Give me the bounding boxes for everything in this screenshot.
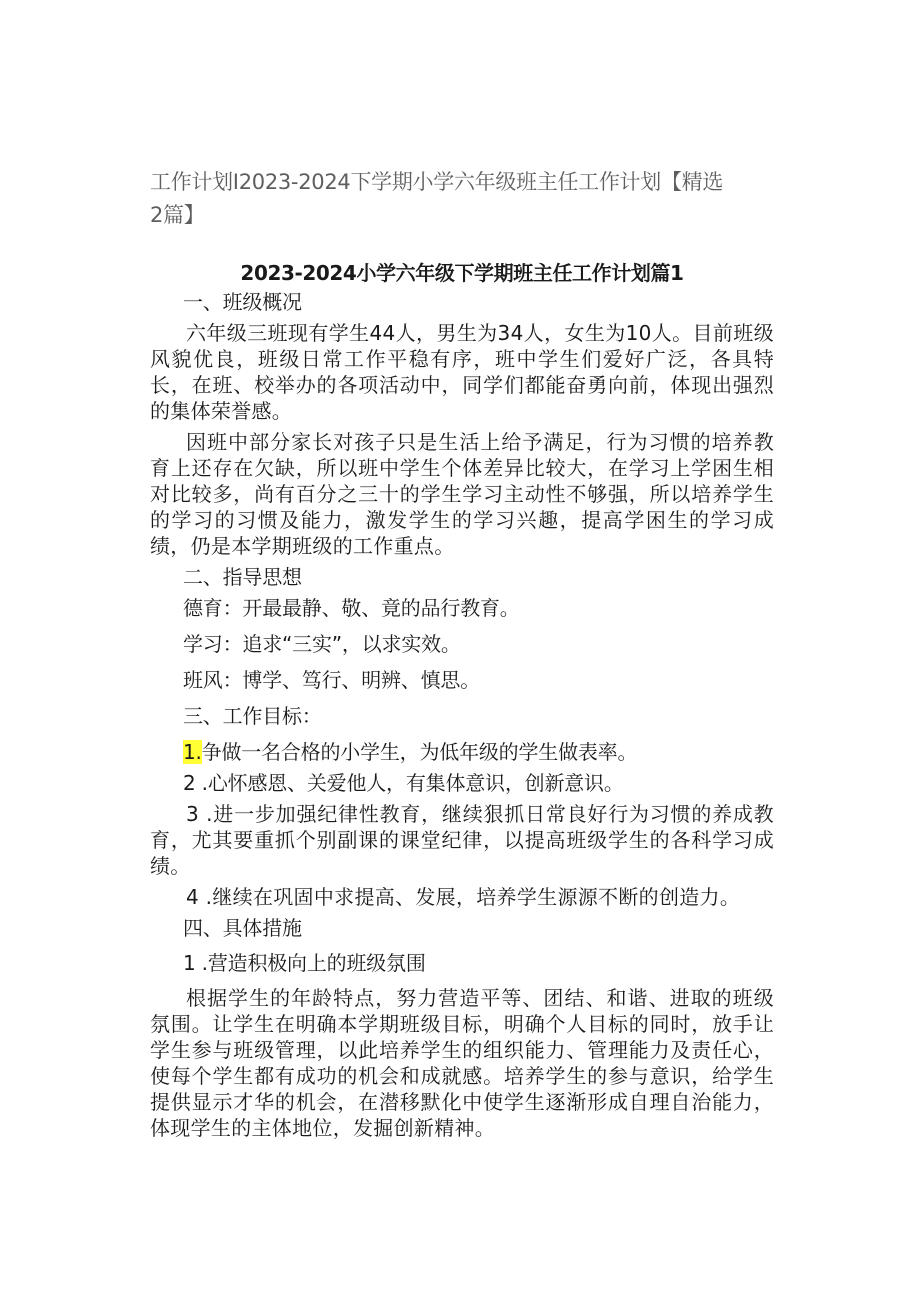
goal-2: 2 .心怀感恩、关爱他人，有集体意识，创新意识。 — [183, 771, 624, 795]
section-4-title: 四、具体措施 — [183, 916, 302, 940]
measure-1-title: 1 .营造积极向上的班级氛围 — [183, 951, 426, 975]
guideline-moral: 德育：开最最静、敬、竟的品行教育。 — [183, 596, 520, 620]
measure-1-paragraph: 根据学生的年龄特点，努力营造平等、团结、和谐、进取的班级氛围。让学生在明确本学期班级目标，明确个人目标的同时，放手让学生参与班级管理，以此培养学生的组织能力、管理能力及责任心，使每个学生都有成功的机会和成就感。培养学生的参与意识，给学生提供显示才华的机会，在潜移默化中使学生逐渐形成自理自治能力，体现学生的主体地位，发掘创新精神。 — [150, 986, 774, 1140]
section-1-paragraph-2: 因班中部分家长对孩子只是生活上给予满足，行为习惯的培养教育上还存在欠缺，所以班中学生个体差异比较大，在学习上学困生相对比较多，尚有百分之三十的学生学习主动性不够强，所以培养学生的学习的习惯及能力，激发学生的学习兴趣，提高学困生的学习成绩，仍是本学期班级的工作重点。 — [150, 430, 774, 558]
document-title: 工作计划I2023-2024下学期小学六年级班主任工作计划【精选2篇】 — [150, 170, 724, 227]
section-1-paragraph-1: 六年级三班现有学生44人，男生为34人，女生为10人。目前班级风貌优良，班级日常工作平稳有序，班中学生们爱好广泛，各具特长，在班、校举办的各项活动中，同学们都能奋勇向前，体现出强烈的集体荣誉感。 — [150, 321, 774, 423]
article-heading: 2023-2024小学六年级下学期班主任工作计划篇1 — [240, 261, 684, 285]
guideline-study: 学习：追求“三实”，以求实效。 — [183, 632, 461, 656]
goal-1-text: 争做一名合格的小学生，为低年级的学生做表率。 — [201, 740, 638, 764]
section-1-title: 一、班级概况 — [183, 290, 302, 314]
goal-1-number: 1. — [183, 740, 202, 764]
goal-1 — [150, 739, 774, 765]
section-2-title: 二、指导思想 — [183, 565, 302, 589]
goal-4: 4 .继续在巩固中求提高、发展，培养学生源源不断的创造力。 — [186, 885, 741, 909]
section-3-title: 三、工作目标： — [183, 704, 322, 728]
goal-3: 3 .进一步加强纪律性教育，继续狠抓日常良好行为习惯的养成教育，尤其要重抓个别副课的课堂纪律，以提高班级学生的各科学习成绩。 — [150, 802, 774, 878]
article — [150, 258, 774, 1141]
guideline-class-style: 班风：博学、笃行、明辨、慎思。 — [183, 668, 480, 692]
